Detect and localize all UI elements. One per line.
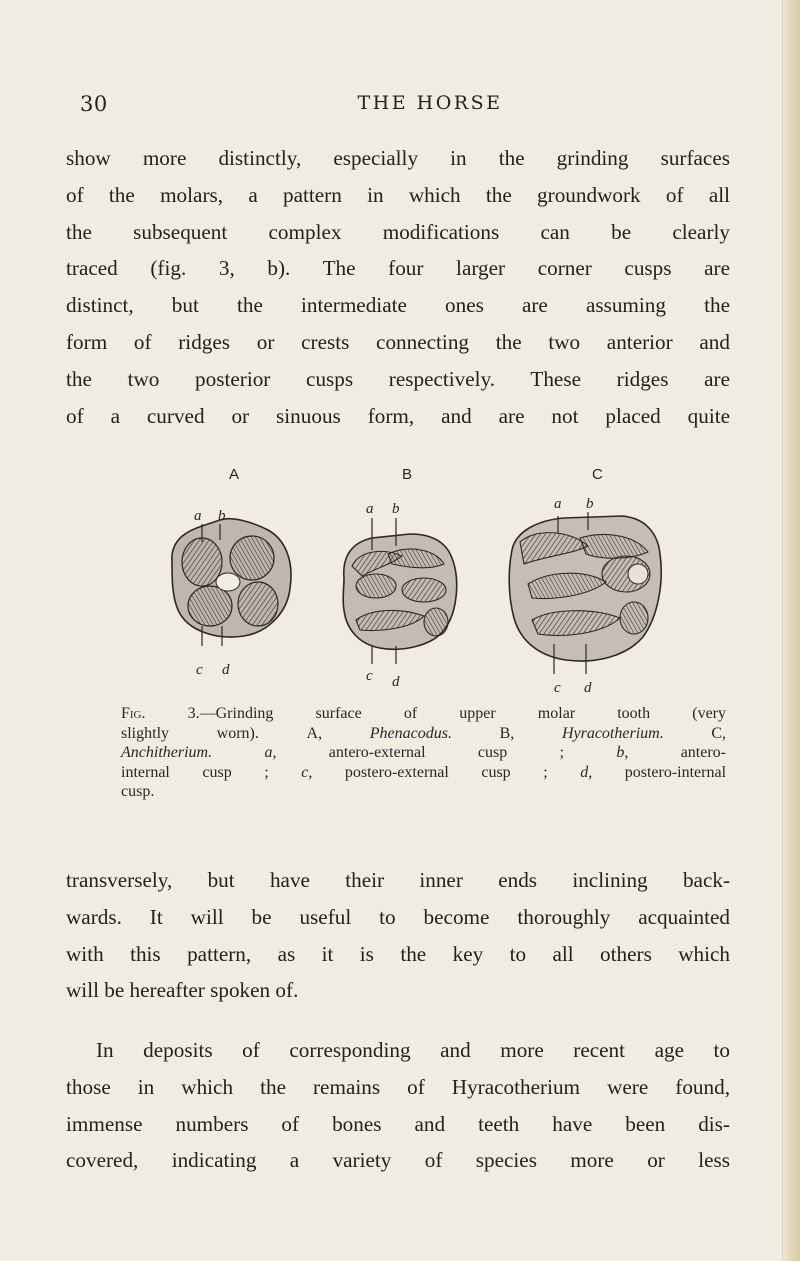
text-line: covered, indicating a variety of species more or less [66, 1148, 730, 1173]
caption-c-desc: , postero-external cusp ; [308, 763, 548, 781]
paragraph-1 [66, 140, 730, 434]
text-line: of a curved or sinuous form, and are not placed quite [66, 403, 730, 428]
text-line: with this pattern, as it is the key to all others which [66, 941, 730, 966]
page-number: 30 [80, 92, 108, 116]
text-line: of the molars, a pattern in which the groundwork of all [66, 182, 730, 207]
figure-3 [140, 450, 720, 695]
text-line: In deposits of corresponding and more recent age to [96, 1038, 730, 1062]
tooth-c-anchitherium [509, 512, 661, 674]
tooth-a-label-c: c [196, 662, 203, 678]
caption-d-desc: , postero-internal [588, 763, 727, 781]
text-line: traced (fig. 3, b). The four larger corner cusps are [66, 256, 730, 281]
tooth-a-phenacodus [172, 519, 291, 646]
paragraph-3 [66, 1032, 730, 1179]
caption-letter-a-upper: A [306, 724, 319, 742]
page-edge [782, 0, 800, 1261]
caption-letter-c-upper: C [711, 724, 723, 742]
caption-line-4-pre: internal cusp ; [121, 763, 269, 781]
caption-line-2: slightly worn). A, Phenacodus. B, Hyracotherium. C, [121, 724, 727, 742]
text-line: distinct, but the intermediate ones are assuming the [66, 293, 730, 318]
text-line: form of ridges or crests connecting the two anterior and [66, 329, 730, 354]
caption-line-3 [121, 743, 726, 763]
text-line: transversely, but have their inner ends inclining back- [66, 868, 730, 892]
caption-fig-label: Fig. 3. [121, 705, 200, 722]
tooth-c-label-c: c [554, 680, 561, 695]
caption-a-desc: , antero-external cusp ; [272, 744, 565, 761]
tooth-b-hyracotherium [343, 518, 457, 664]
paragraph-2 [66, 862, 730, 1009]
panel-label-a: A [229, 466, 240, 483]
tooth-a-label-a: a [194, 508, 202, 524]
text-line: those in which the remains of Hyracotherium were found, [66, 1074, 730, 1099]
tooth-b-label-a: a [366, 501, 374, 517]
text-line: the two posterior cusps respectively. These ridges are [66, 366, 730, 391]
caption-line-1-text: —Grinding surface of upper molar tooth (very [199, 705, 726, 722]
tooth-c-label-b: b [586, 496, 594, 512]
text-line: immense numbers of bones and teeth have been dis- [66, 1111, 730, 1136]
caption-letter-b: b [616, 744, 625, 761]
caption-phenacodus: Phenacodus. [369, 724, 452, 742]
text-line: show more distinctly, especially in the grinding surfaces [66, 146, 730, 170]
tooth-b-label-d: d [392, 674, 400, 690]
caption-line-2-pre: slightly worn). [121, 724, 307, 742]
figure-caption [121, 704, 726, 802]
tooth-b-label-b: b [392, 501, 400, 517]
caption-hyracotherium: Hyracotherium. [561, 724, 664, 742]
figure-3-illustration [140, 450, 720, 695]
text-line: the subsequent complex modifications can be clearly [66, 219, 730, 244]
panel-label-b: B [402, 466, 413, 483]
tooth-c-label-d: d [584, 680, 592, 695]
page-header [80, 92, 720, 122]
caption-letter-c: c [301, 763, 309, 781]
caption-b-desc: , antero- [624, 744, 727, 761]
running-head: THE HORSE [357, 92, 503, 114]
caption-anchitherium: Anchitherium. [121, 744, 213, 761]
tooth-b-label-c: c [366, 668, 373, 684]
tooth-a-label-b: b [218, 508, 226, 524]
caption-letter-d: d [580, 763, 589, 781]
text-line: wards. It will be useful to become thoroughly acquainted [66, 904, 730, 929]
text-line: will be hereafter spoken of. [66, 978, 299, 1003]
caption-letter-b-upper: B [499, 724, 511, 742]
tooth-a-label-d: d [222, 662, 230, 678]
caption-line-1 [121, 704, 726, 724]
tooth-c-label-a: a [554, 496, 562, 512]
caption-line-5: cusp. [121, 783, 155, 800]
caption-line-4 [121, 763, 726, 783]
panel-label-c: C [592, 466, 603, 483]
caption-letter-a: a [264, 744, 273, 761]
